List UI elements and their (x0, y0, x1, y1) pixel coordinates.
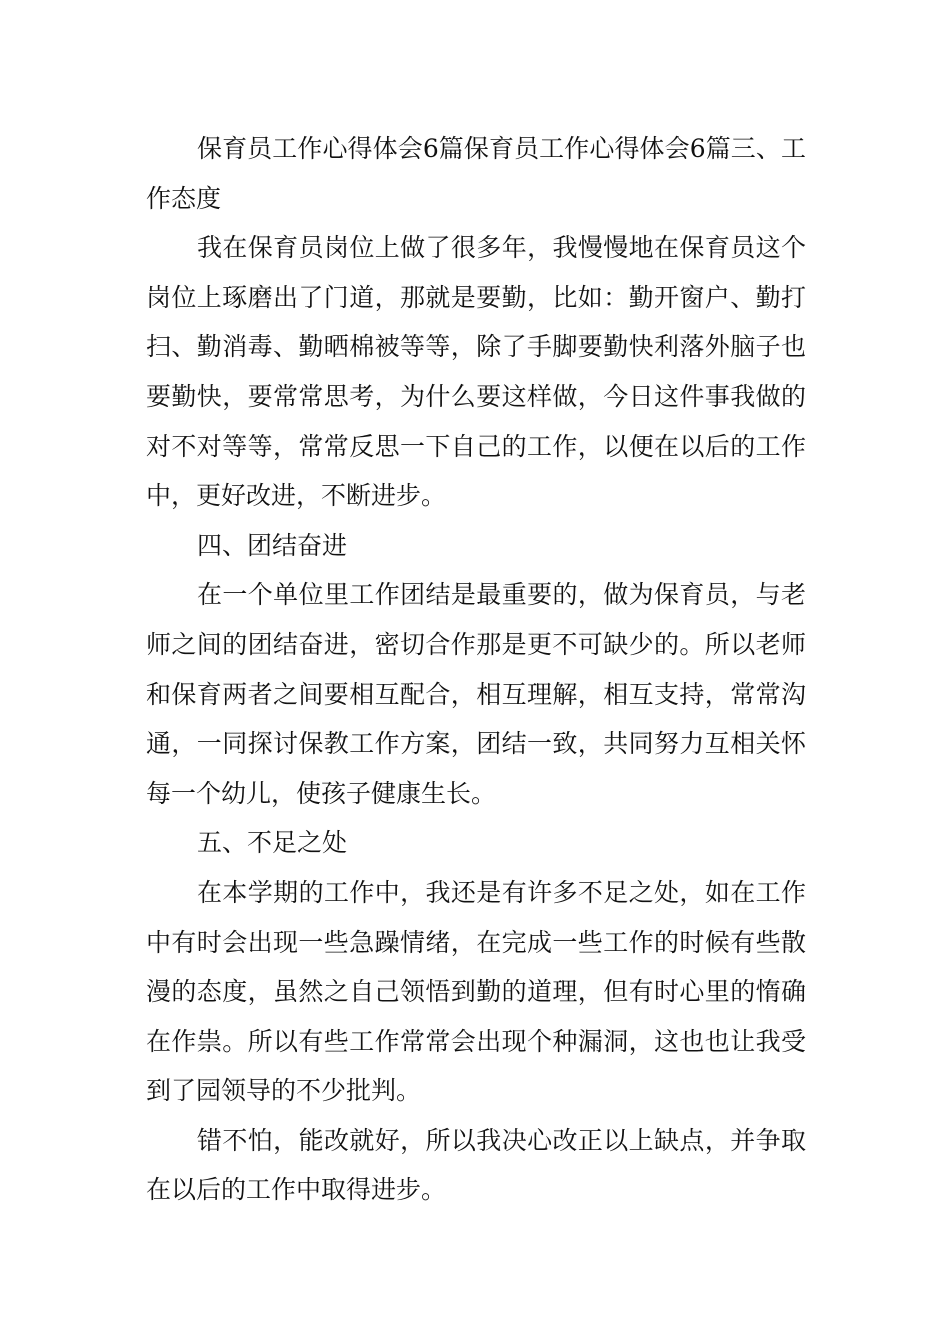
paragraph-unity: 在一个单位里工作团结是最重要的，做为保育员，与老师之间的团结奋进，密切合作那是更不可缺少的。所以老师和保育两者之间要相互配合，相互理解，相互支持，常常沟通，一同探讨保教工作方案，团结一致，共同努力互相关怀每一个幼儿，使孩子健康生长。 (146, 580, 806, 808)
section-heading-unity: 四、团结奋进 (197, 530, 348, 560)
paragraph-conclusion: 错不怕，能改就好，所以我决心改正以上缺点，并争取在以后的工作中取得进步。 (146, 1125, 806, 1205)
paragraph-title: 保育员工作心得体会6篇保育员工作心得体会6篇三、工作态度 (146, 134, 806, 213)
document-body (146, 124, 806, 1215)
section-heading-shortcomings: 五、不足之处 (197, 828, 348, 858)
paragraph-work-attitude: 我在保育员岗位上做了很多年，我慢慢地在保育员这个岗位上琢磨出了门道，那就是要勤，比如：勤开窗户、勤打扫、勤消毒、勤晒棉被等等，除了手脚要勤快利落外脑子也要勤快，要常常思考，为什么要这样做，今日这件事我做的对不对等等，常常反思一下自己的工作，以便在以后的工作中，更好改进，不断进步。 (146, 233, 806, 511)
paragraph-shortcomings: 在本学期的工作中，我还是有许多不足之处，如在工作中有时会出现一些急躁情绪，在完成一些工作的时候有些散漫的态度，虽然之自己领悟到勤的道理，但有时心里的惰确在作祟。所以有些工作常常会出现个种漏洞，这也也让我受到了园领导的不少批判。 (146, 877, 806, 1106)
